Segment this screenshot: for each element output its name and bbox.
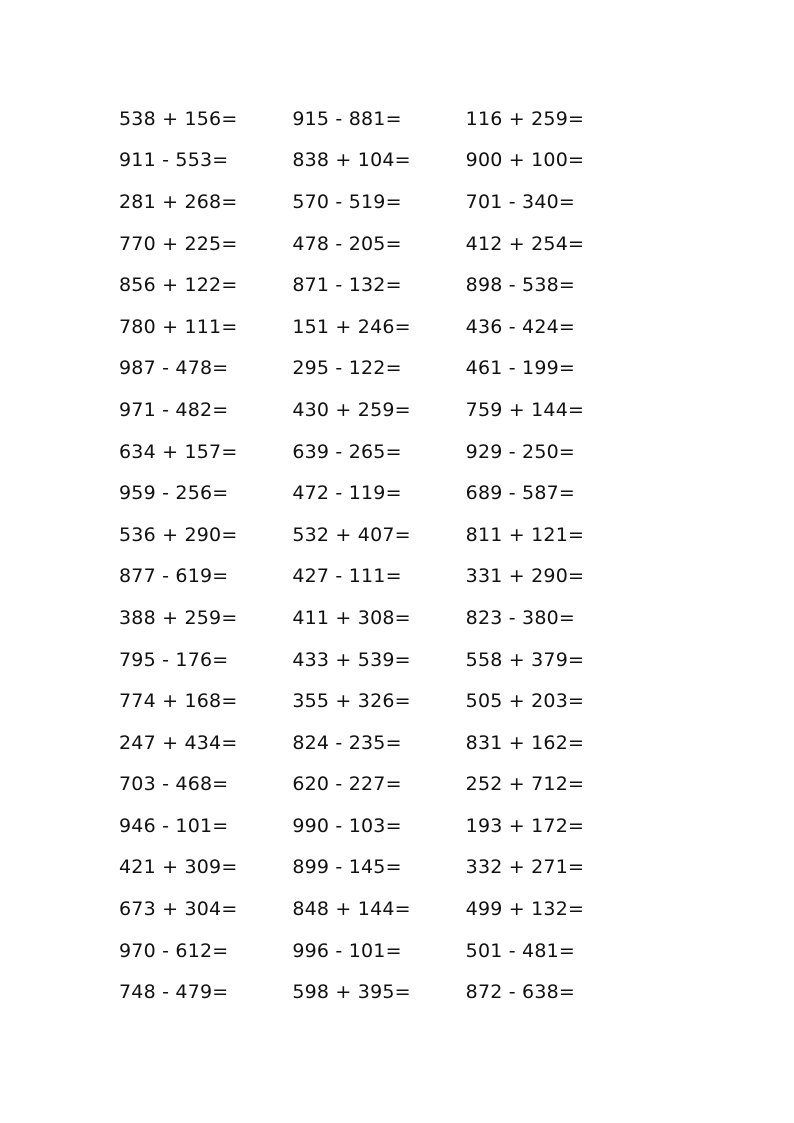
arithmetic-problem: 505 + 203= — [465, 690, 585, 713]
arithmetic-problem: 639 - 265= — [292, 440, 402, 463]
arithmetic-problem: 990 - 103= — [292, 814, 402, 837]
problem-row — [119, 98, 639, 140]
arithmetic-problem: 831 + 162= — [465, 731, 585, 754]
problem-row — [119, 264, 639, 306]
arithmetic-problem: 899 - 145= — [292, 856, 402, 879]
arithmetic-problem: 388 + 259= — [119, 606, 238, 629]
problem-row — [119, 597, 639, 639]
problem-row — [119, 514, 639, 556]
arithmetic-problem: 996 - 101= — [292, 939, 402, 962]
problem-row — [119, 764, 639, 806]
arithmetic-problem: 759 + 144= — [465, 398, 585, 421]
arithmetic-problem: 532 + 407= — [292, 523, 411, 546]
arithmetic-problem: 673 + 304= — [119, 898, 238, 921]
arithmetic-problem: 501 - 481= — [465, 939, 576, 962]
arithmetic-problem: 247 + 434= — [119, 731, 238, 754]
arithmetic-problem: 193 + 172= — [465, 814, 585, 837]
arithmetic-problem: 703 - 468= — [119, 773, 229, 796]
problem-row — [119, 140, 639, 182]
problem-row — [119, 888, 639, 930]
arithmetic-problem: 598 + 395= — [292, 981, 411, 1004]
problem-row — [119, 181, 639, 223]
arithmetic-problem: 838 + 104= — [292, 149, 411, 172]
arithmetic-problem: 281 + 268= — [119, 190, 238, 213]
problem-row — [119, 847, 639, 889]
arithmetic-problem: 774 + 168= — [119, 690, 238, 713]
problem-row — [119, 639, 639, 681]
arithmetic-problem: 748 - 479= — [119, 981, 229, 1004]
arithmetic-problem: 634 + 157= — [119, 440, 238, 463]
arithmetic-problem: 848 + 144= — [292, 898, 411, 921]
arithmetic-problem: 332 + 271= — [465, 856, 585, 879]
arithmetic-problem: 898 - 538= — [465, 274, 576, 297]
problem-row — [119, 680, 639, 722]
problem-row — [119, 223, 639, 265]
arithmetic-problem: 824 - 235= — [292, 731, 402, 754]
arithmetic-problem: 427 - 111= — [292, 565, 402, 588]
arithmetic-problem: 421 + 309= — [119, 856, 238, 879]
arithmetic-problem: 811 + 121= — [465, 523, 585, 546]
arithmetic-problem: 430 + 259= — [292, 398, 411, 421]
problem-row — [119, 431, 639, 473]
arithmetic-problem: 959 - 256= — [119, 482, 229, 505]
arithmetic-problem: 411 + 308= — [292, 606, 411, 629]
arithmetic-problem: 412 + 254= — [465, 232, 585, 255]
arithmetic-problem: 570 - 519= — [292, 190, 402, 213]
arithmetic-problem: 536 + 290= — [119, 523, 238, 546]
arithmetic-problem: 946 - 101= — [119, 814, 229, 837]
arithmetic-problem: 915 - 881= — [292, 107, 402, 130]
arithmetic-problem: 780 + 111= — [119, 315, 238, 338]
arithmetic-problem: 436 - 424= — [465, 315, 576, 338]
arithmetic-problem: 770 + 225= — [119, 232, 238, 255]
arithmetic-problem: 877 - 619= — [119, 565, 229, 588]
arithmetic-problem: 911 - 553= — [119, 149, 229, 172]
arithmetic-problem: 872 - 638= — [465, 981, 576, 1004]
arithmetic-problem: 499 + 132= — [465, 898, 585, 921]
problem-row — [119, 306, 639, 348]
arithmetic-problem: 620 - 227= — [292, 773, 402, 796]
arithmetic-problem: 856 + 122= — [119, 274, 238, 297]
problem-row — [119, 348, 639, 390]
arithmetic-problem: 558 + 379= — [465, 648, 585, 671]
arithmetic-problem: 987 - 478= — [119, 357, 229, 380]
problem-row — [119, 805, 639, 847]
arithmetic-problem: 823 - 380= — [465, 606, 576, 629]
arithmetic-problem: 116 + 259= — [465, 107, 585, 130]
problem-row — [119, 472, 639, 514]
arithmetic-problem: 795 - 176= — [119, 648, 229, 671]
arithmetic-problem: 538 + 156= — [119, 107, 238, 130]
problem-row — [119, 930, 639, 972]
arithmetic-problem: 295 - 122= — [292, 357, 402, 380]
arithmetic-problem: 900 + 100= — [465, 149, 585, 172]
problem-row — [119, 722, 639, 764]
arithmetic-problem: 151 + 246= — [292, 315, 411, 338]
arithmetic-problem: 929 - 250= — [465, 440, 576, 463]
arithmetic-problem: 433 + 539= — [292, 648, 411, 671]
arithmetic-problem: 252 + 712= — [465, 773, 585, 796]
arithmetic-problem: 472 - 119= — [292, 482, 402, 505]
arithmetic-problem: 689 - 587= — [465, 482, 576, 505]
arithmetic-problem: 355 + 326= — [292, 690, 411, 713]
arithmetic-problem: 970 - 612= — [119, 939, 229, 962]
arithmetic-problem: 971 - 482= — [119, 398, 229, 421]
arithmetic-problem: 478 - 205= — [292, 232, 402, 255]
arithmetic-problem: 331 + 290= — [465, 565, 585, 588]
arithmetic-problem: 461 - 199= — [465, 357, 576, 380]
arithmetic-problem: 871 - 132= — [292, 274, 402, 297]
arithmetic-problem-grid — [119, 98, 639, 1013]
problem-row — [119, 556, 639, 598]
problem-row — [119, 971, 639, 1013]
arithmetic-problem: 701 - 340= — [465, 190, 576, 213]
problem-row — [119, 389, 639, 431]
